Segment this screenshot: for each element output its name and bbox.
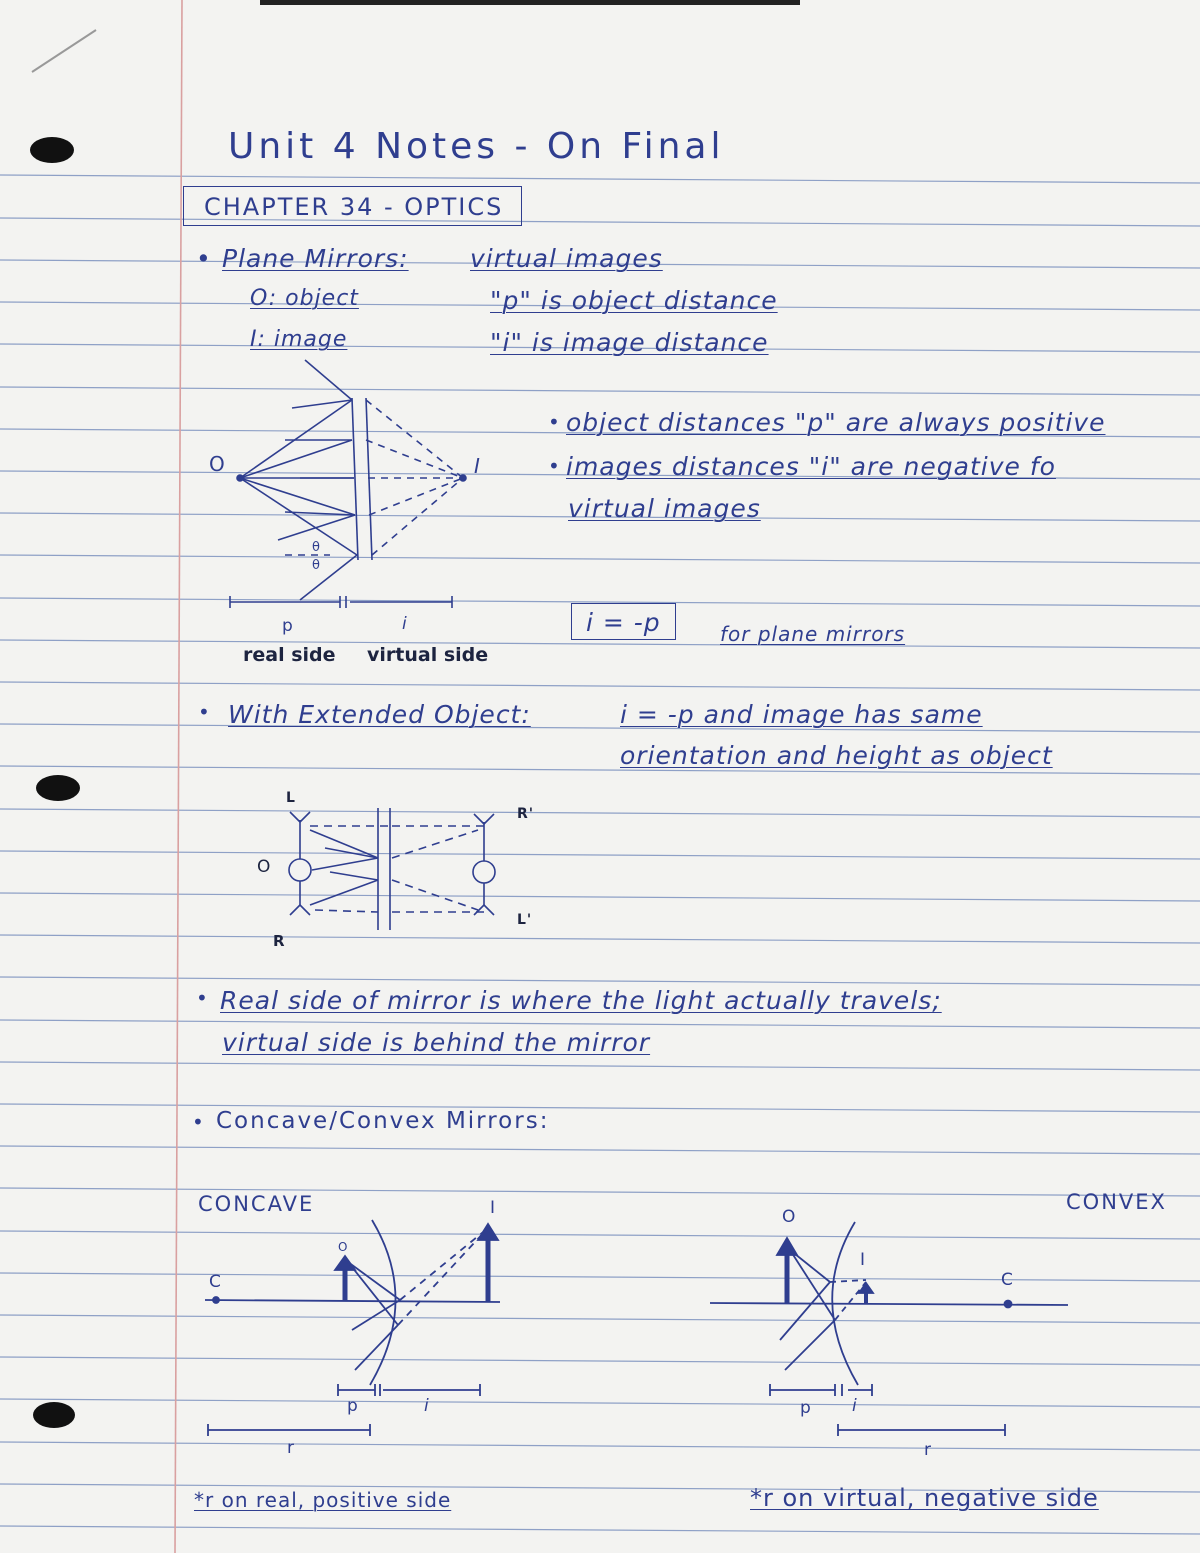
diagram-label-i: i [402,614,408,634]
real-side-label: real side [243,644,336,666]
p-definition: "p" is object distance [490,286,778,315]
convex-C-label: C [1001,1270,1014,1290]
convex-i-label: i [852,1396,858,1416]
bullet: • [192,1110,205,1134]
virtual-side-label: virtual side [367,644,489,666]
plane-mirror-formula: i = -p [571,603,676,640]
concave-O-label: O [338,1240,349,1254]
real-side-note-line1: Real side of mirror is where the light actually travels; [220,986,942,1015]
ext-label-L: L [286,790,296,806]
convex-I-label: I [860,1250,867,1270]
concave-C-label: C [209,1272,222,1292]
ext-label-R: R [273,932,286,950]
extended-object-heading: With Extended Object: [228,700,531,729]
convex-note: *r on virtual, negative side [750,1484,1099,1512]
chapter-heading: CHAPTER 34 - OPTICS [183,186,522,226]
ext-label-R-prime: R' [517,806,535,822]
diagram-label-theta-1: θ [312,540,321,555]
bullet: • [548,454,561,478]
binder-hole [33,1402,75,1428]
diagram-label-p: p [282,616,294,636]
bullet: • [196,244,212,273]
bullet: • [198,700,211,724]
convex-label: CONVEX [1066,1190,1167,1214]
convex-r-label: r [924,1440,932,1460]
ext-label-L-prime: L' [517,912,533,928]
concave-I-label: I [490,1198,497,1218]
note-image-distance-line1: images distances "i" are negative fo [566,452,1056,481]
binder-hole [36,775,80,801]
concave-label: CONCAVE [198,1192,315,1216]
ext-label-O: O [257,857,272,877]
plane-mirrors-subheading: virtual images [470,244,663,273]
extended-object-line2: orientation and height as object [620,741,1053,770]
convex-p-label: p [800,1398,812,1418]
convex-O-label: O [782,1207,797,1227]
concave-note: *r on real, positive side [194,1488,452,1512]
note-object-distance: object distances "p" are always positive [566,408,1106,437]
concave-i-label: i [424,1396,430,1416]
binder-hole [30,137,74,163]
legend-object: O: object [250,286,359,311]
curved-mirrors-heading: Concave/Convex Mirrors: [216,1108,550,1134]
concave-r-label: r [287,1438,295,1458]
diagram-label-object: O [209,452,226,476]
bullet: • [196,986,209,1010]
page-title: Unit 4 Notes - On Final [228,126,725,167]
bullet: • [548,410,561,434]
plane-mirror-formula-note: for plane mirrors [720,622,906,646]
legend-image: I: image [250,327,348,352]
diagram-label-image: I [474,454,481,478]
diagram-label-theta-2: θ [312,558,321,573]
i-definition: "i" is image distance [490,328,769,357]
extended-object-line1: i = -p and image has same [620,700,983,729]
real-side-note-line2: virtual side is behind the mirror [222,1028,651,1057]
note-image-distance-line2: virtual images [568,494,761,523]
concave-p-label: p [347,1396,359,1416]
plane-mirrors-heading: Plane Mirrors: [222,244,409,273]
